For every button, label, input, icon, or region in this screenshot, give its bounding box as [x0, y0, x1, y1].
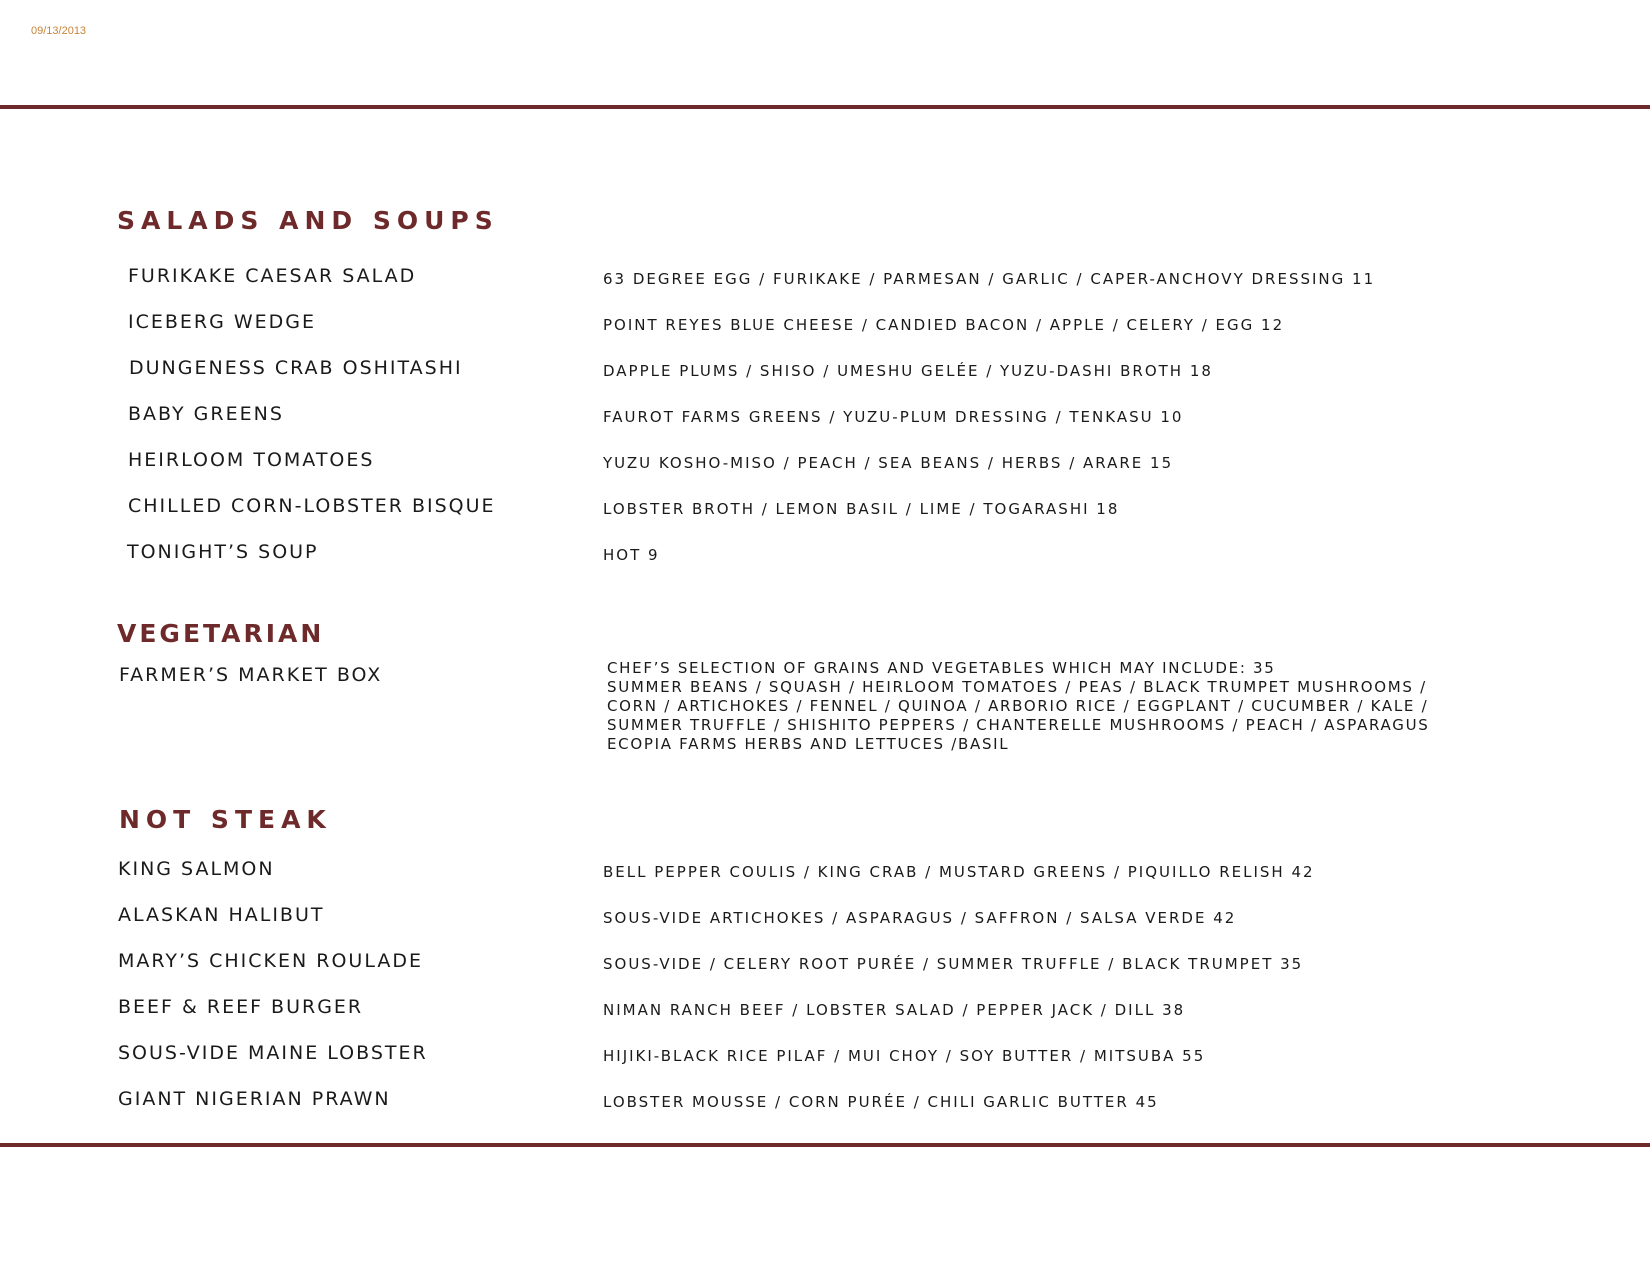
- description-line: SUMMER TRUFFLE / SHISHITO PEPPERS / CHANTERELLE MUSHROOMS / PEACH / ASPARAGUS: [607, 716, 1430, 734]
- menu-item-name: ICEBERG WEDGE: [128, 311, 317, 333]
- menu-item-name: DUNGENESS CRAB OSHITASHI: [129, 357, 463, 379]
- top-divider: [0, 105, 1650, 109]
- menu-item-name: MARY’S CHICKEN ROULADE: [118, 950, 423, 972]
- menu-item-description: SOUS-VIDE ARTICHOKES / ASPARAGUS / SAFFRON / SALSA VERDE 42: [603, 909, 1237, 927]
- menu-item-description: BELL PEPPER COULIS / KING CRAB / MUSTARD GREENS / PIQUILLO RELISH 42: [603, 863, 1315, 881]
- menu-item-description: LOBSTER BROTH / LEMON BASIL / LIME / TOGARASHI 18: [603, 500, 1120, 518]
- menu-item-name: ALASKAN HALIBUT: [118, 904, 325, 926]
- menu-item-description: NIMAN RANCH BEEF / LOBSTER SALAD / PEPPER JACK / DILL 38: [603, 1001, 1186, 1019]
- menu-date: 09/13/2013: [31, 25, 87, 37]
- menu-item-description: 63 DEGREE EGG / FURIKAKE / PARMESAN / GARLIC / CAPER-ANCHOVY DRESSING 11: [603, 270, 1376, 288]
- menu-item-name: GIANT NIGERIAN PRAWN: [118, 1088, 391, 1110]
- menu-item-description: HOT 9: [603, 546, 660, 564]
- menu-item-description: SOUS-VIDE / CELERY ROOT PURÉE / SUMMER TRUFFLE / BLACK TRUMPET 35: [603, 955, 1304, 973]
- menu-item-name: SOUS-VIDE MAINE LOBSTER: [118, 1042, 428, 1064]
- vegetarian-description: [607, 659, 1429, 754]
- menu-item-name: BEEF & REEF BURGER: [118, 996, 364, 1018]
- menu-item-description: POINT REYES BLUE CHEESE / CANDIED BACON / APPLE / CELERY / EGG 12: [603, 316, 1285, 334]
- menu-item-description: YUZU KOSHO-MISO / PEACH / SEA BEANS / HERBS / ARARE 15: [603, 454, 1174, 472]
- description-line: CORN / ARTICHOKES / FENNEL / QUINOA / ARBORIO RICE / EGGPLANT / CUCUMBER / KALE /: [607, 697, 1429, 715]
- menu-item-description: DAPPLE PLUMS / SHISO / UMESHU GELÉE / YUZU-DASHI BROTH 18: [603, 362, 1213, 380]
- description-line: ECOPIA FARMS HERBS AND LETTUCES /BASIL: [607, 735, 1010, 753]
- menu-item-name: FURIKAKE CAESAR SALAD: [128, 265, 417, 287]
- menu-item-name: CHILLED CORN-LOBSTER BISQUE: [128, 495, 496, 517]
- menu-item-name: TONIGHT’S SOUP: [127, 541, 319, 563]
- menu-item-name: HEIRLOOM TOMATOES: [128, 449, 375, 471]
- menu-item-name: FARMER’S MARKET BOX: [119, 664, 383, 686]
- menu-item-description: HIJIKI-BLACK RICE PILAF / MUI CHOY / SOY BUTTER / MITSUBA 55: [603, 1047, 1206, 1065]
- bottom-divider: [0, 1143, 1650, 1147]
- menu-item-name: KING SALMON: [118, 858, 275, 880]
- description-line: CHEF’S SELECTION OF GRAINS AND VEGETABLES WHICH MAY INCLUDE: 35: [607, 659, 1276, 677]
- menu-item-description: LOBSTER MOUSSE / CORN PURÉE / CHILI GARLIC BUTTER 45: [603, 1093, 1159, 1111]
- section-title-not-steak: NOT STEAK: [119, 805, 332, 834]
- menu-item-name: BABY GREENS: [128, 403, 284, 425]
- section-title-salads-and-soups: SALADS AND SOUPS: [117, 206, 499, 235]
- menu-item-description: FAUROT FARMS GREENS / YUZU-PLUM DRESSING / TENKASU 10: [603, 408, 1184, 426]
- section-title-vegetarian: VEGETARIAN: [117, 619, 325, 648]
- description-line: SUMMER BEANS / SQUASH / HEIRLOOM TOMATOES / PEAS / BLACK TRUMPET MUSHROOMS /: [607, 678, 1427, 696]
